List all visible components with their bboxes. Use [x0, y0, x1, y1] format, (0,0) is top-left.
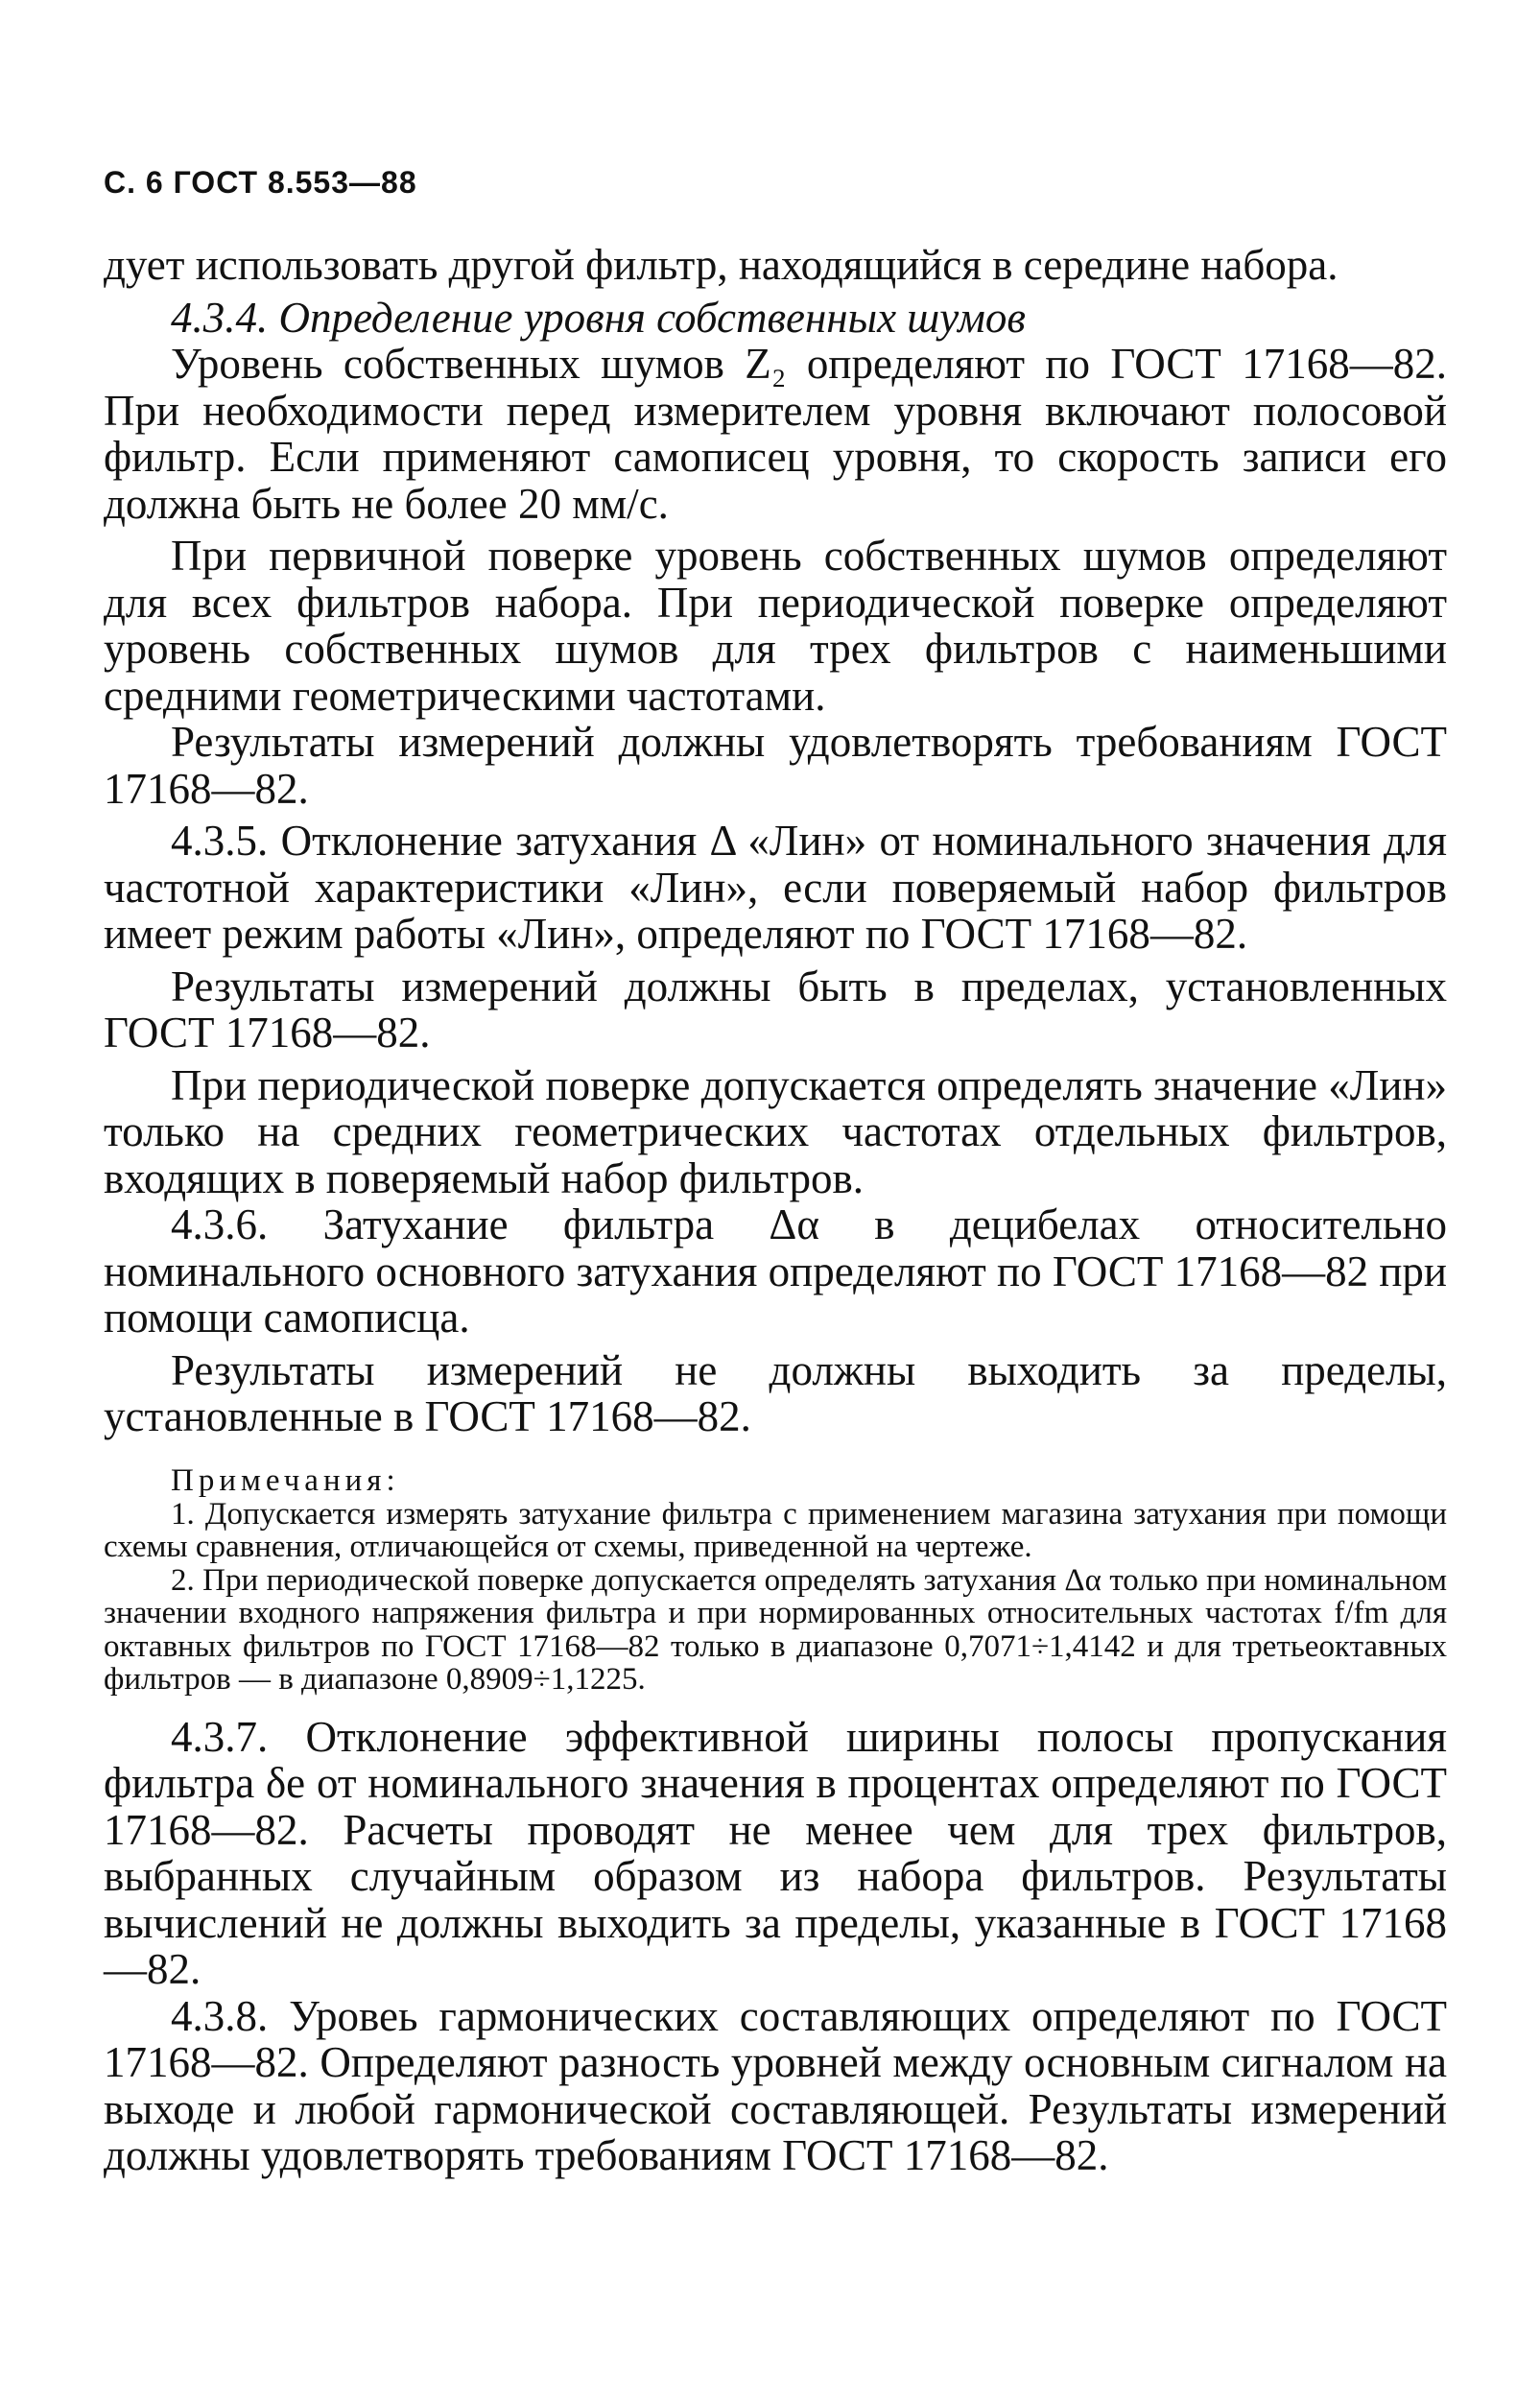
note-item-1: 1. Допускается измерять затухание фильтра с применением магазина затухания при помощи схемы сравнения, отличающейся от схемы, приведенной на чертеже. — [104, 1496, 1447, 1564]
after-notes-block — [104, 1714, 1447, 2179]
paragraph-noise-level: Уровень собственных шумов Z₂ определяют по ГОСТ 17168—82. При необходимости перед измерителем уровня включают полосовой фильтр. Если применяют самописец уровня, то скорость записи его должна быть не более 20 мм/с. — [104, 340, 1447, 528]
paragraph-periodic-lin: При периодической поверке допускается определять значение «Лин» только на средних геометрических частотах отдельных фильтров, входящих в поверяемый набор фильтров. — [104, 1060, 1447, 1202]
document-page — [104, 163, 1447, 2179]
page-header: С. 6 ГОСТ 8.553—88 — [104, 165, 417, 200]
paragraph-primary-verification: При первичной поверке уровень собственных шумов определяют для всех фильтров набора. При периодической поверке определяют уровень собственных шумов для трех фильтров с наименьшими средними геометрическими частотами. — [104, 532, 1447, 720]
paragraph-4-3-5: 4.3.5. Отклонение затухания Δ «Лин» от номинального значения для частотной характеристики «Лин», если поверяемый набор фильтров имеет режим работы «Лин», определяют по ГОСТ 17168—82. — [104, 817, 1447, 958]
paragraph-results-2: Результаты измерений должны быть в пределах, установленных ГОСТ 17168—82. — [104, 962, 1447, 1057]
note-item-2: 2. При периодической поверке допускается определять затухания Δα только при номинальном значении входного напряжения фильтра и при нормированных относительных частотах f/fm для октавных фильтров по ГОСТ 17168—82 только в диапазоне 0,7071÷1,4142 и для третьеоктавных фильтров — в диапазоне 0,8909÷1,1225. — [104, 1562, 1447, 1697]
paragraph-4-3-6: 4.3.6. Затухание фильтра Δα в децибелах относительно номинального основного затухания определяют по ГОСТ 17168—82 при помощи самописца. — [104, 1200, 1447, 1342]
paragraph-4-3-8: 4.3.8. Уровеь гармонических составляющих определяют по ГОСТ 17168—82. Определяют разность уровней между основным сигналом на выходе и любой гармонической составляющей. Результаты измерений должны удовлетворять требованиям ГОСТ 17168—82. — [104, 1991, 1447, 2179]
paragraph-4-3-7: 4.3.7. Отклонение эффективной ширины полосы пропускания фильтра δe от номинального значения в процентах определяют по ГОСТ 17168—82. Расчеты проводят не менее чем для трех фильтров, выбранных случайным образом из набора фильтров. Результаты вычислений не должны выходить за пределы, указанные в ГОСТ 17168—82. — [104, 1712, 1447, 1993]
paragraph-results-1: Результаты измерений должны удовлетворять требованиям ГОСТ 17168—82. — [104, 718, 1447, 813]
paragraph-continuation: дует использовать другой фильтр, находящийся в середине набора. — [104, 241, 1339, 289]
notes-title: Примечания: — [171, 1462, 400, 1498]
notes-block — [104, 1463, 1447, 1697]
section-heading-4-3-4: 4.3.4. Определение уровня собственных шумов — [171, 293, 1026, 342]
paragraph-results-3: Результаты измерений не должны выходить за пределы, установленные в ГОСТ 17168—82. — [104, 1345, 1447, 1440]
